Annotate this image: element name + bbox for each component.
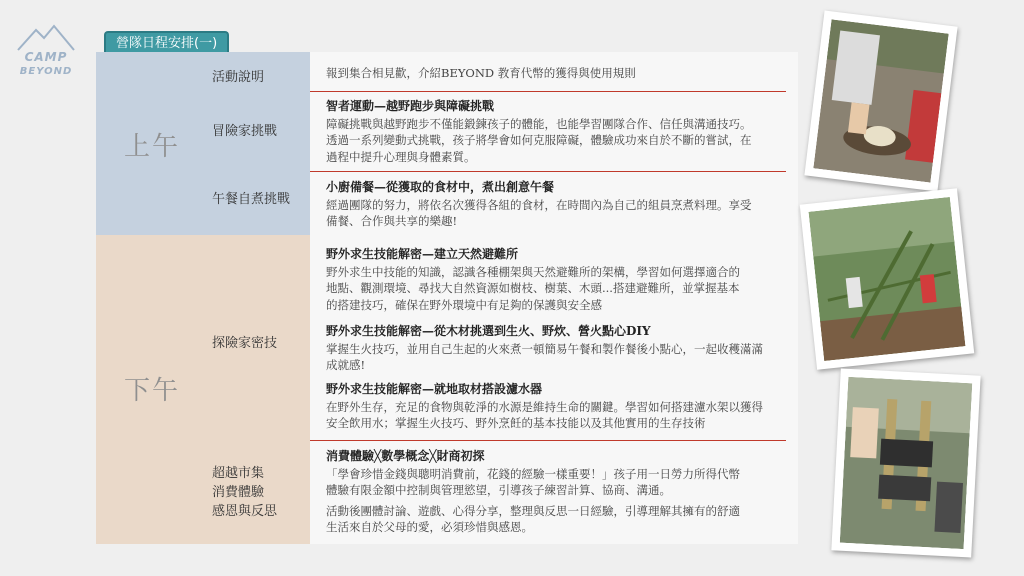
text-line: 備餐、合作與共享的樂趣! <box>326 214 458 228</box>
camp-beyond-logo <box>14 24 78 84</box>
activity-market-reflection <box>212 464 277 521</box>
water-filter-image <box>840 377 973 549</box>
text-line: 的搭建技巧，確保在野外環境中有足夠的保護與安全感 <box>326 297 602 312</box>
period-label-morning: 上午 <box>124 132 181 162</box>
text-line: 掌握生火技巧，並用自己生起的火來煮一頓簡易午餐和製作餐後小點心，一起收穫滿滿 <box>326 341 763 356</box>
text-line: 報到集合相見歡，介紹BEYOND 教育代幣的獲得與使用規則 <box>326 66 636 80</box>
activity-adventurer-challenge: 冒險家挑戰 <box>212 124 278 139</box>
text-line: 透過一系列變動式挑戰，孩子將學會如何克服障礙，體驗成功來自於不斷的嘗試，在 <box>326 133 752 147</box>
text-line: 經過團隊的努力，將依名次獲得各組的食材，在時間內為自己的組員烹煮料理。享受 <box>326 197 752 212</box>
text-line: 在野外生存，充足的食物與乾淨的水源是維持生命的關鍵。學習如何搭建濾水架以獲得 <box>326 399 763 414</box>
shelter-image <box>809 197 966 361</box>
water-filter-description <box>326 381 784 432</box>
logo-text-beyond: BEYOND <box>19 66 73 77</box>
campfire-description <box>326 323 784 374</box>
cell-heading: 智者運動—越野跑步與障礙挑戰 <box>326 99 495 113</box>
orientation-description <box>326 65 784 82</box>
activity-line: 消費體驗 <box>212 485 265 500</box>
activity-lunch-challenge: 午餐自煮挑戰 <box>212 192 291 207</box>
row-divider <box>310 440 786 441</box>
text-line: 野外求生中技能的知識，認識各種棚架與天然避難所的架構，學習如何選擇適合的 <box>326 264 740 279</box>
period-label-afternoon: 下午 <box>124 376 181 406</box>
row-divider <box>310 91 786 92</box>
text-line: 成就感! <box>326 358 366 372</box>
cell-heading: 野外求生技能解密—建立天然避難所 <box>326 247 519 261</box>
adventurer-challenge-description <box>326 98 784 165</box>
market-description <box>326 448 784 536</box>
text-line: 地點、觀測環境、尋找大自然資源如樹枝、樹葉、木頭...搭建避難所，並掌握基本 <box>326 281 740 295</box>
shelter-description <box>326 246 784 313</box>
text-line: 生活來自於父母的愛，必須珍惜與感恩。 <box>326 520 533 534</box>
cell-heading: 野外求生技能解密—就地取材搭設濾水器 <box>326 382 543 396</box>
activity-line: 超越市集 <box>212 466 265 481</box>
campfire-photo <box>804 10 957 191</box>
text-line: 障礙挑戰與越野跑步不僅能鍛鍊孩子的體能，也能學習團隊合作、信任與溝通技巧。 <box>326 116 752 131</box>
cell-heading: 消費體驗╳數學概念╳財商初探 <box>326 449 485 463</box>
activity-explorer-skills: 探險家密技 <box>212 336 278 351</box>
logo-text-camp: CAMP <box>24 50 68 64</box>
cell-heading: 野外求生技能解密—從木材挑選到生火、野炊、營火點心DIY <box>326 324 651 338</box>
shelter-photo <box>800 188 974 370</box>
activity-orientation: 活動說明 <box>212 70 265 85</box>
schedule-title: 營隊日程安排(一) <box>104 31 229 55</box>
lunch-challenge-description <box>326 179 784 230</box>
schedule-table <box>96 52 798 544</box>
text-line: 活動後團體討論、遊戲、心得分享，整理與反思一日經驗，引導理解其擁有的舒適 <box>326 503 740 518</box>
row-divider <box>310 171 786 172</box>
text-line: 體驗有限金額中控制與管理慾望，引導孩子練習計算、協商、溝通。 <box>326 483 671 497</box>
text-line: 過程中提升心理與身體素質。 <box>326 149 476 164</box>
text-line: 「學會珍惜金錢與聰明消費前，花錢的經驗一樣重要！」孩子用一日勞力所得代幣 <box>326 466 740 481</box>
water-filter-photo <box>831 368 980 557</box>
cell-heading: 小廚備餐—從獲取的食材中，煮出創意午餐 <box>326 180 555 194</box>
campfire-image <box>813 19 948 182</box>
activity-line: 感恩與反思 <box>212 504 278 519</box>
text-line: 安全飲用水；掌握生火技巧、野外烹飪的基本技能以及其他實用的生存技術 <box>326 416 706 430</box>
